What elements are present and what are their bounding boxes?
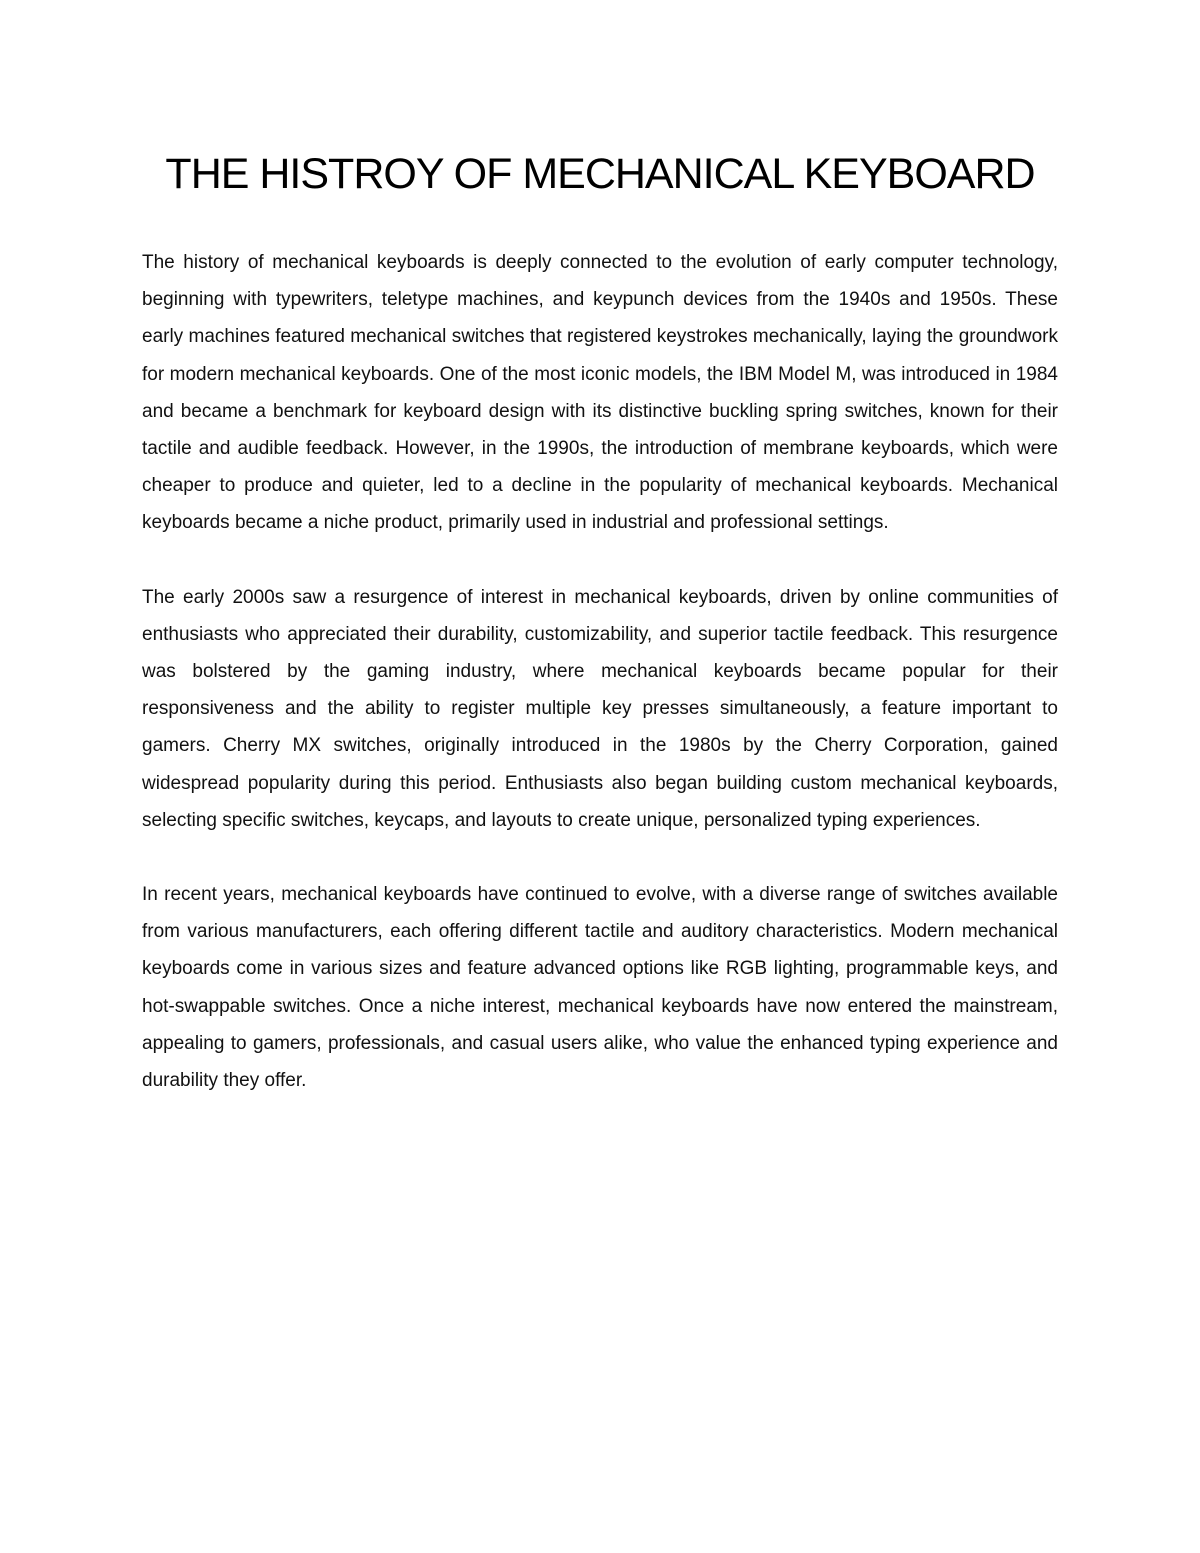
paragraph-1: The history of mechanical keyboards is deeply connected to the evolution of early computer technology, beginning with typewriters, teletype machines, and keypunch devices from the 1940s and 1950s. These early machines featured mechanical switches that registered keystrokes mechanically, laying the groundwork for modern mechanical keyboards. One of the most iconic models, the IBM Model M, was introduced in 1984 and became a benchmark for keyboard design with its distinctive buckling spring switches, known for their tactile and audible feedback. However, in the 1990s, the introduction of membrane keyboards, which were cheaper to produce and quieter, led to a decline in the popularity of mechanical keyboards. Mechanical keyboards became a niche product, primarily used in industrial and professional settings. (142, 252, 1058, 534)
paragraph-2: The early 2000s saw a resurgence of interest in mechanical keyboards, driven by online communities of enthusiasts who appreciated their durability, customizability, and superior tactile feedback. This resurgence was bolstered by the gaming industry, where mechanical keyboards became popular for their responsiveness and the ability to register multiple key presses simultaneously, a feature important to gamers. Cherry MX switches, originally introduced in the 1980s by the Cherry Corporation, gained widespread popularity during this period. Enthusiasts also began building custom mechanical keyboards, selecting specific switches, keycaps, and layouts to create unique, personalized typing experiences. (142, 586, 1058, 831)
document-body (142, 244, 1058, 1136)
paragraph-3: In recent years, mechanical keyboards have continued to evolve, with a diverse range of switches available from various manufacturers, each offering different tactile and auditory characteristics. Modern mechanical keyboards come in various sizes and feature advanced options like RGB lighting, programmable keys, and hot-swappable switches. Once a niche interest, mechanical keyboards have now entered the mainstream, appealing to gamers, professionals, and casual users alike, who value the enhanced typing experience and durability they offer. (142, 884, 1058, 1092)
document-title: THE HISTROY OF MECHANICAL KEYBOARD (165, 150, 1035, 198)
